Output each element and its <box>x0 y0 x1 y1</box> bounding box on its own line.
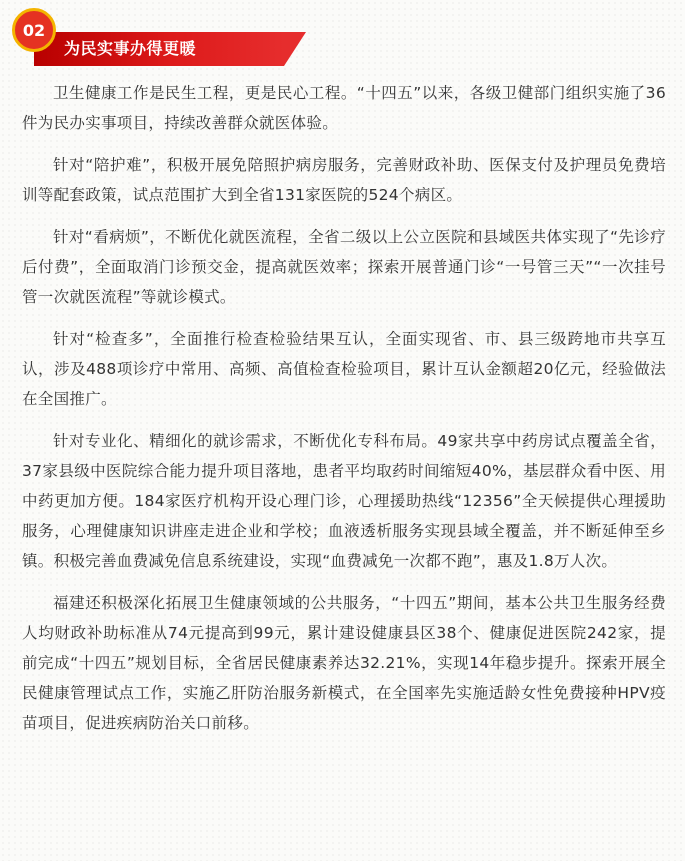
section-header <box>12 8 342 68</box>
paragraph-specialty-services: 针对专业化、精细化的就诊需求，不断优化专科布局。49家共享中药房试点覆盖全省，37家县级中医院综合能力提升项目落地，患者平均取药时间缩短40%，基层群众看中医、用中药更加方便。184家医疗机构开设心理门诊，心理援助热线“12356”全天候提供心理援助服务，心理健康知识讲座走进企业和学校；血液透析服务实现县域全覆盖，并不断延伸至乡镇。积极完善血费减免信息系统建设，实现“血费减免一次都不跑”，惠及1.8万人次。 <box>22 432 666 570</box>
article-body <box>22 78 666 750</box>
section-title-banner <box>34 32 284 66</box>
paragraph-intro: 卫生健康工作是民生工程，更是民心工程。“十四五”以来，各级卫健部门组织实施了36件为民办实事项目，持续改善群众就医体验。 <box>22 84 666 132</box>
section-number-badge <box>12 8 56 52</box>
section-title: 为民实事办得更暖 <box>64 39 197 58</box>
section-number: 02 <box>22 20 46 40</box>
paragraph-public-services: 福建还积极深化拓展卫生健康领域的公共服务，“十四五”期间，基本公共卫生服务经费人均财政补助标准从74元提高到99元，累计建设健康县区38个、健康促进医院242家，提前完成“十四五”规划目标，全省居民健康素养达32.21%，实现14年稳步提升。探索开展全民健康管理试点工作，实施乙肝防治服务新模式，在全国率先实施适龄女性免费接种HPV疫苗项目，促进疾病防治关口前移。 <box>22 594 666 732</box>
paragraph-medical-process: 针对“看病烦”，不断优化就医流程，全省二级以上公立医院和县域医共体实现了“先诊疗后付费”，全面取消门诊预交金，提高就医效率；探索开展普通门诊“一号管三天”“一次挂号管一次就医流程”等就诊模式。 <box>22 228 666 306</box>
paragraph-care-escort: 针对“陪护难”，积极开展免陪照护病房服务，完善财政补助、医保支付及护理员免费培训等配套政策，试点范围扩大到全省131家医院的524个病区。 <box>22 156 666 204</box>
paragraph-exam-recognition: 针对“检查多”，全面推行检查检验结果互认，全面实现省、市、县三级跨地市共享互认，涉及488项诊疗中常用、高频、高值检查检验项目，累计互认金额超20亿元，经验做法在全国推广。 <box>22 330 666 408</box>
